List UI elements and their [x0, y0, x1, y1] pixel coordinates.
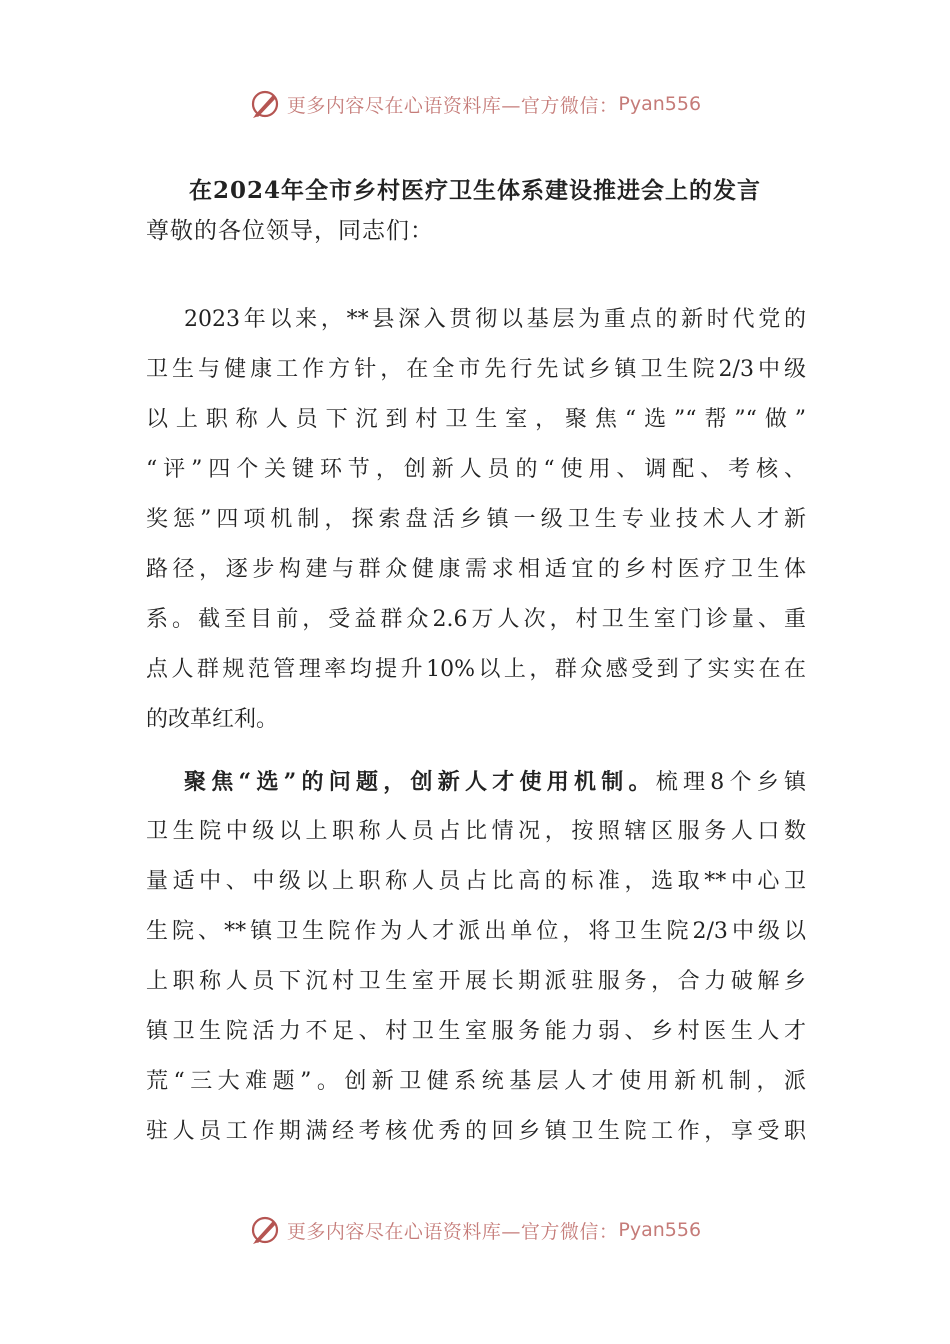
- watermark-banner-top: [0, 84, 950, 124]
- paragraph-2: [146, 757, 806, 1157]
- paragraph-line: 的改革红利。: [146, 707, 279, 732]
- paragraph-line: 点人群规范管理率均提升10%以上，群众感受到了实实在在: [146, 657, 806, 682]
- paragraph-first-line: [146, 757, 806, 807]
- paragraph-line: 系。截至目前，受益群众2.6万人次，村卫生室门诊量、重: [146, 607, 806, 632]
- paragraph-line: 奖惩”四项机制，探索盘活乡镇一级卫生专业技术人才新: [146, 507, 806, 532]
- watermark-text: 更多内容尽在心语资料库—官方微信：: [286, 94, 619, 117]
- salutation: 尊敬的各位领导，同志们：: [146, 218, 434, 244]
- paragraph-line: “评”四个关键环节，创新人员的“使用、调配、考核、: [146, 457, 806, 482]
- paragraph-line: 2023年以来，**县深入贯彻以基层为重点的新时代党的: [184, 307, 806, 332]
- paragraph-line: 上职称人员下沉村卫生室开展长期派驻服务，合力破解乡: [146, 969, 806, 994]
- paragraph-line: 荒“三大难题”。创新卫健系统基层人才使用新机制，派: [146, 1069, 806, 1094]
- heading-line-rest: 梳理8个乡镇: [655, 770, 806, 795]
- paragraph-gap: [146, 745, 806, 757]
- watermark-text: 更多内容尽在心语资料库—官方微信：: [286, 1220, 619, 1243]
- paragraph-line: 生院、**镇卫生院作为人才派出单位，将卫生院2/3中级以: [146, 919, 806, 944]
- watermark-banner-bottom: [0, 1210, 950, 1250]
- section-heading: 聚焦“选”的问题，创新人才使用机制。: [184, 769, 656, 795]
- document-title: 在2024年全市乡村医疗卫生体系建设推进会上的发言: [188, 177, 761, 204]
- paragraph-1: [146, 295, 806, 745]
- pen-logo-icon: [249, 88, 281, 120]
- paragraph-line: 路径，逐步构建与群众健康需求相适宜的乡村医疗卫生体: [146, 557, 806, 582]
- watermark-wechat-id: Pyan556: [618, 93, 702, 115]
- paragraph-line: 以上职称人员下沉到村卫生室，聚焦“选”“帮”“做”: [146, 407, 806, 432]
- pen-logo-icon: [249, 1214, 281, 1246]
- paragraph-line: 量适中、中级以上职称人员占比高的标准，选取**中心卫: [146, 869, 806, 894]
- document-body: [146, 295, 806, 1157]
- paragraph-line: 镇卫生院活力不足、村卫生室服务能力弱、乡村医生人才: [146, 1019, 806, 1044]
- paragraph-line: 卫生院中级以上职称人员占比情况，按照辖区服务人口数: [146, 819, 806, 844]
- paragraph-line: 驻人员工作期满经考核优秀的回乡镇卫生院工作，享受职: [146, 1119, 806, 1144]
- watermark-wechat-id: Pyan556: [618, 1219, 702, 1241]
- paragraph-line: 卫生与健康工作方针，在全市先行先试乡镇卫生院2/3中级: [146, 357, 806, 382]
